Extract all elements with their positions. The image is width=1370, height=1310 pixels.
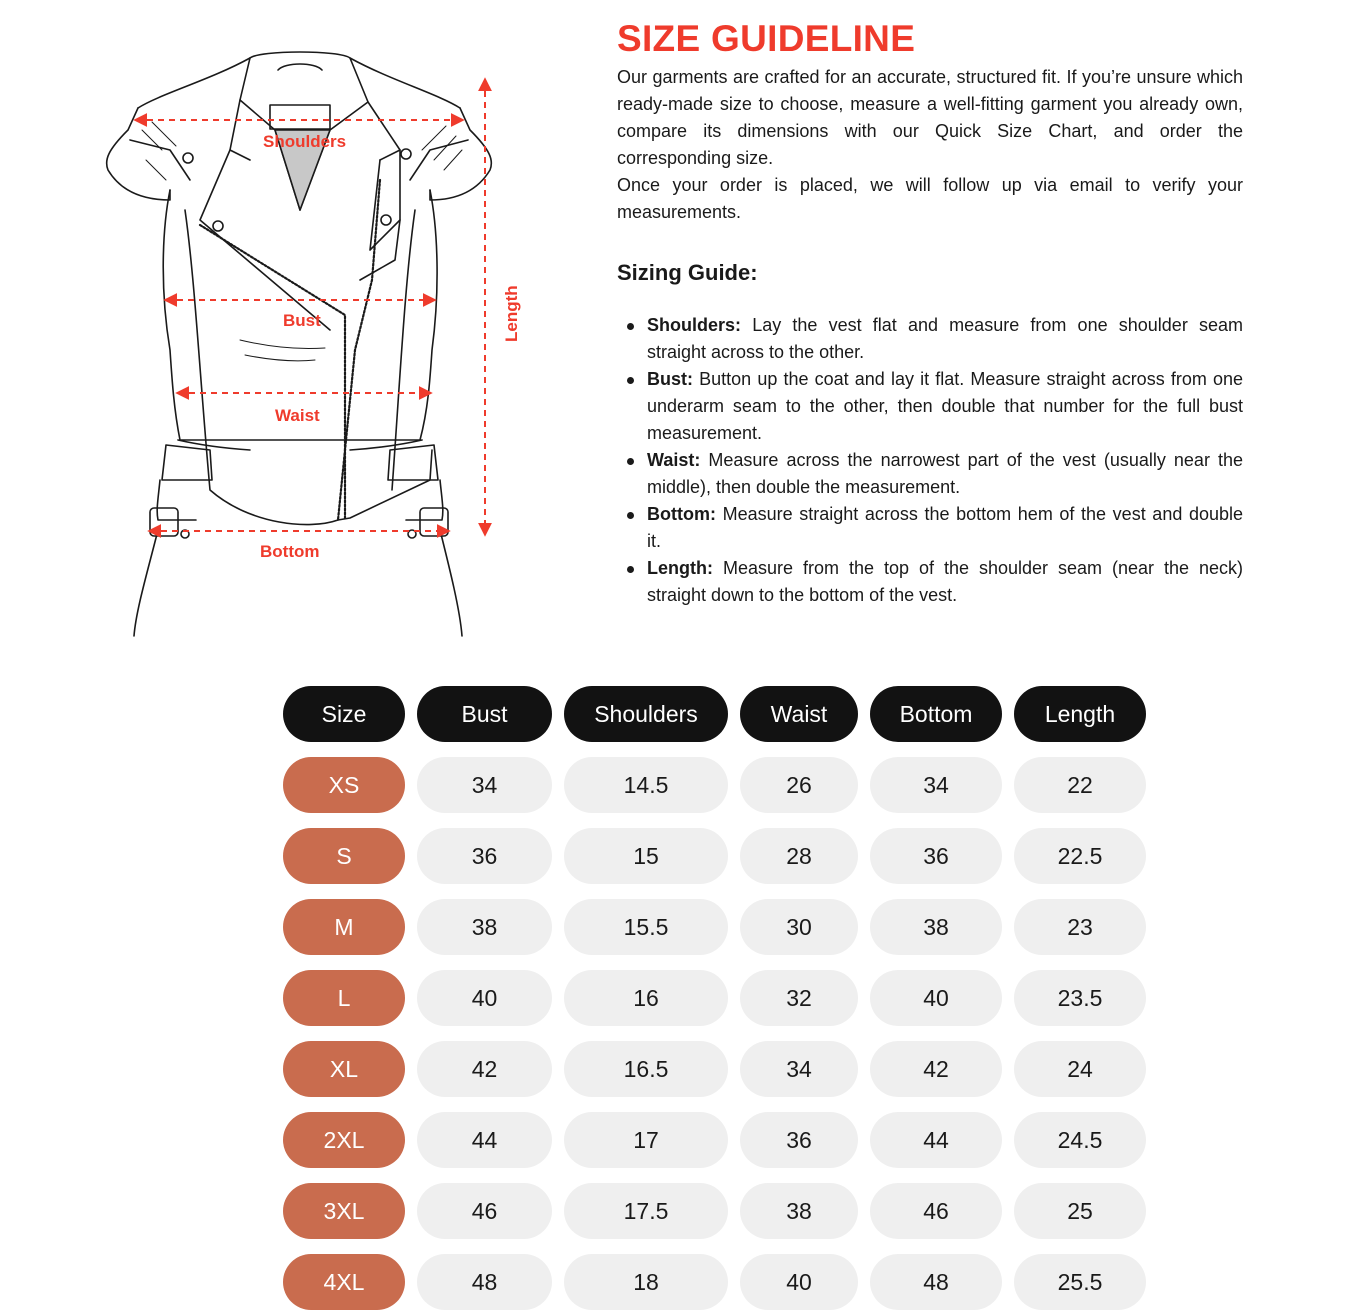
bullet-icon — [627, 512, 634, 519]
length-cell: 24.5 — [1014, 1112, 1146, 1168]
waist-cell: 28 — [740, 828, 858, 884]
bust-cell: 48 — [417, 1254, 552, 1310]
length-label: Length — [502, 285, 521, 342]
waist-cell: 38 — [740, 1183, 858, 1239]
intro-paragraph: Our garments are crafted for an accurate, structured fit. If you’re unsure which ready-made size to choose, measure a well-fitting garment you already own, compare its dimensions with our Quick Size Chart, and order the corresponding size. — [617, 67, 1243, 168]
list-item-text: Measure from the top of the shoulder seam (near the neck) straight down to the bottom of the vest. — [647, 558, 1243, 605]
bottom-cell: 38 — [870, 899, 1002, 955]
bust-label: Bust — [283, 311, 321, 330]
size-cell: XL — [283, 1041, 405, 1097]
shoulders-cell: 17.5 — [564, 1183, 728, 1239]
size-cell: L — [283, 970, 405, 1026]
bottom-label: Bottom — [260, 542, 320, 561]
shoulders-cell: 18 — [564, 1254, 728, 1310]
bust-cell: 34 — [417, 757, 552, 813]
list-item — [617, 447, 1243, 501]
column-header-waist: Waist — [740, 686, 858, 742]
list-item-text: Measure straight across the bottom hem of the vest and double it. — [647, 504, 1243, 551]
list-item-text: Button up the coat and lay it flat. Measure straight across from one underarm seam to the other, then double that number for the full bust measurement. — [647, 369, 1243, 443]
bottom-cell: 34 — [870, 757, 1002, 813]
waist-cell: 40 — [740, 1254, 858, 1310]
bullet-icon — [627, 458, 634, 465]
size-cell: 3XL — [283, 1183, 405, 1239]
shoulders-cell: 15.5 — [564, 899, 728, 955]
bottom-cell: 44 — [870, 1112, 1002, 1168]
length-cell: 22.5 — [1014, 828, 1146, 884]
waist-cell: 32 — [740, 970, 858, 1026]
shoulders-cell: 15 — [564, 828, 728, 884]
bottom-cell: 46 — [870, 1183, 1002, 1239]
list-item — [617, 555, 1243, 609]
shoulders-cell: 14.5 — [564, 757, 728, 813]
column-header-bust: Bust — [417, 686, 552, 742]
bust-cell: 46 — [417, 1183, 552, 1239]
bottom-cell: 40 — [870, 970, 1002, 1026]
sizing-guide-heading: Sizing Guide: — [617, 260, 758, 285]
shoulders-cell: 16.5 — [564, 1041, 728, 1097]
size-cell: XS — [283, 757, 405, 813]
list-item-text: Lay the vest flat and measure from one shoulder seam straight across to the other. — [647, 315, 1243, 362]
list-item-text: Measure across the narrowest part of the vest (usually near the middle), then double the measurement. — [647, 450, 1243, 497]
size-cell: S — [283, 828, 405, 884]
bottom-cell: 36 — [870, 828, 1002, 884]
shoulders-cell: 16 — [564, 970, 728, 1026]
vest-measurement-illustration — [100, 50, 530, 642]
waist-label: Waist — [275, 406, 320, 425]
sizing-guide-list — [617, 312, 1243, 609]
column-header-shoulders: Shoulders — [564, 686, 728, 742]
list-item — [617, 366, 1243, 447]
waist-cell: 36 — [740, 1112, 858, 1168]
page-title: SIZE GUIDELINE — [617, 18, 916, 59]
list-item-term: Shoulders: — [647, 315, 742, 335]
size-cell: M — [283, 899, 405, 955]
bust-cell: 40 — [417, 970, 552, 1026]
bullet-icon — [627, 566, 634, 573]
bullet-icon — [627, 323, 634, 330]
size-guideline-section — [617, 18, 1243, 609]
bottom-cell: 42 — [870, 1041, 1002, 1097]
list-item-term: Waist: — [647, 450, 701, 470]
length-cell: 25 — [1014, 1183, 1146, 1239]
shoulders-cell: 17 — [564, 1112, 728, 1168]
shoulders-label: Shoulders — [263, 132, 347, 151]
bust-cell: 42 — [417, 1041, 552, 1097]
waist-cell: 26 — [740, 757, 858, 813]
list-item-term: Bottom: — [647, 504, 716, 524]
column-header-length: Length — [1014, 686, 1146, 742]
list-item — [617, 312, 1243, 366]
bust-cell: 36 — [417, 828, 552, 884]
length-cell: 25.5 — [1014, 1254, 1146, 1310]
bust-cell: 44 — [417, 1112, 552, 1168]
length-cell: 24 — [1014, 1041, 1146, 1097]
length-cell: 22 — [1014, 757, 1146, 813]
list-item — [617, 501, 1243, 555]
column-header-bottom: Bottom — [870, 686, 1002, 742]
bottom-cell: 48 — [870, 1254, 1002, 1310]
waist-cell: 30 — [740, 899, 858, 955]
list-item-term: Length: — [647, 558, 713, 578]
list-item-term: Bust: — [647, 369, 693, 389]
length-cell: 23 — [1014, 899, 1146, 955]
length-cell: 23.5 — [1014, 970, 1146, 1026]
size-cell: 4XL — [283, 1254, 405, 1310]
size-cell: 2XL — [283, 1112, 405, 1168]
column-header-size: Size — [283, 686, 405, 742]
bust-cell: 38 — [417, 899, 552, 955]
follow-up-paragraph: Once your order is placed, we will follow up via email to verify your measurements. — [617, 175, 1243, 222]
bullet-icon — [627, 377, 634, 384]
waist-cell: 34 — [740, 1041, 858, 1097]
